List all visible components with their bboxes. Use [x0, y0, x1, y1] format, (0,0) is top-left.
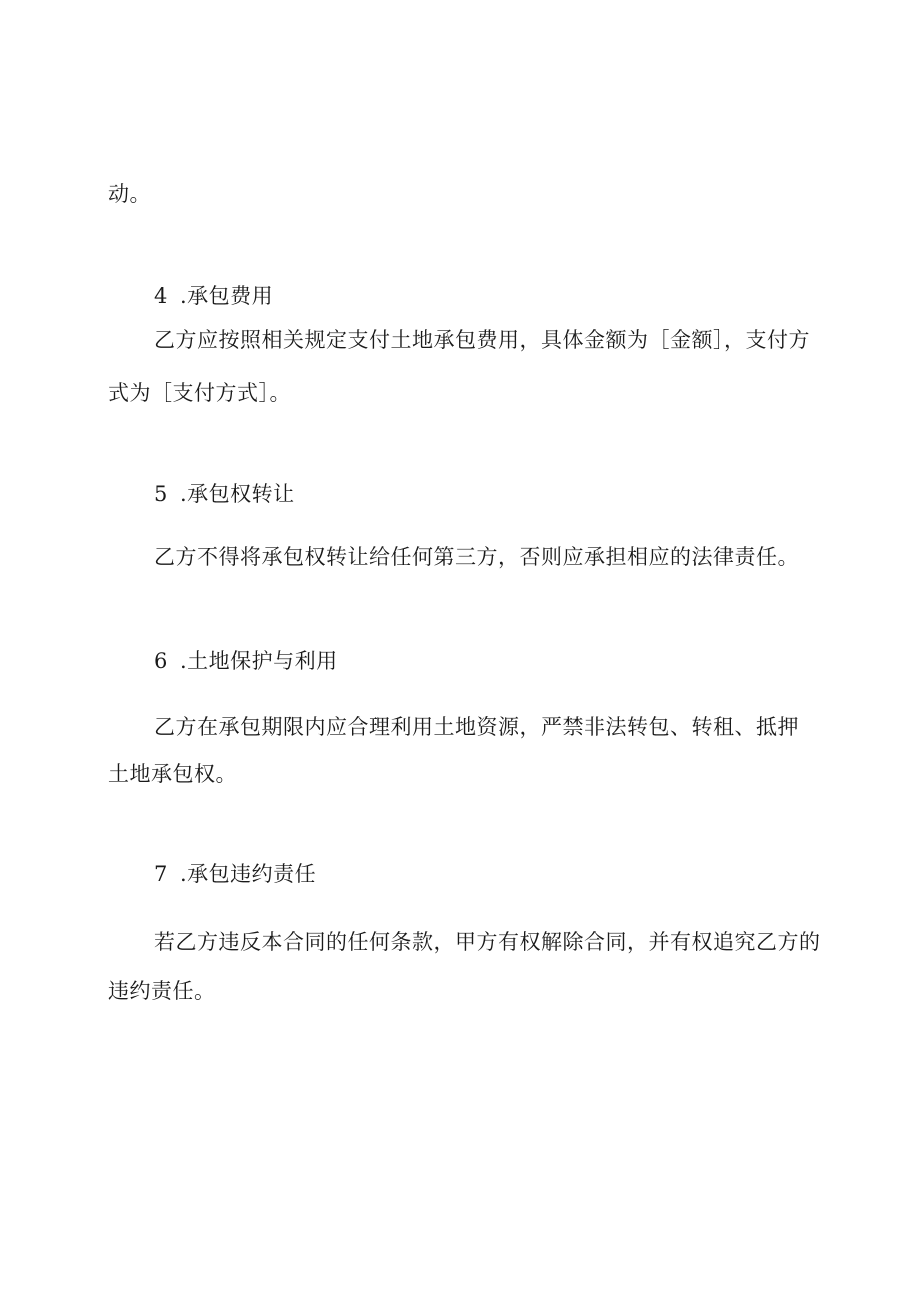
continuation-text: 动。	[108, 182, 151, 206]
section-number: 7	[154, 862, 168, 886]
paragraph-line: 式为［支付方式］。	[108, 381, 291, 405]
section-heading-4	[154, 284, 273, 308]
section-heading-5	[154, 482, 295, 506]
section-heading-7	[154, 862, 316, 886]
section-heading-6	[154, 649, 338, 673]
section-number: 6	[154, 649, 168, 673]
section-title: .承包费用	[180, 284, 274, 308]
section-title: .承包权转让	[180, 482, 295, 506]
section-title: .承包违约责任	[180, 862, 317, 886]
section-number: 5	[154, 482, 168, 506]
paragraph-line: 乙方在承包期限内应合理利用土地资源，严禁非法转包、转租、抵押	[154, 715, 799, 739]
paragraph-line: 违约责任。	[108, 979, 216, 1003]
paragraph-line: 若乙方违反本合同的任何条款，甲方有权解除合同，并有权追究乙方的	[154, 930, 821, 954]
paragraph-line: 乙方应按照相关规定支付土地承包费用，具体金额为［金额］，支付方	[154, 328, 810, 352]
paragraph-line: 土地承包权。	[108, 762, 237, 786]
section-title: .土地保护与利用	[180, 649, 338, 673]
paragraph-line: 乙方不得将承包权转让给任何第三方，否则应承担相应的法律责任。	[154, 545, 799, 569]
section-number: 4	[154, 284, 168, 308]
